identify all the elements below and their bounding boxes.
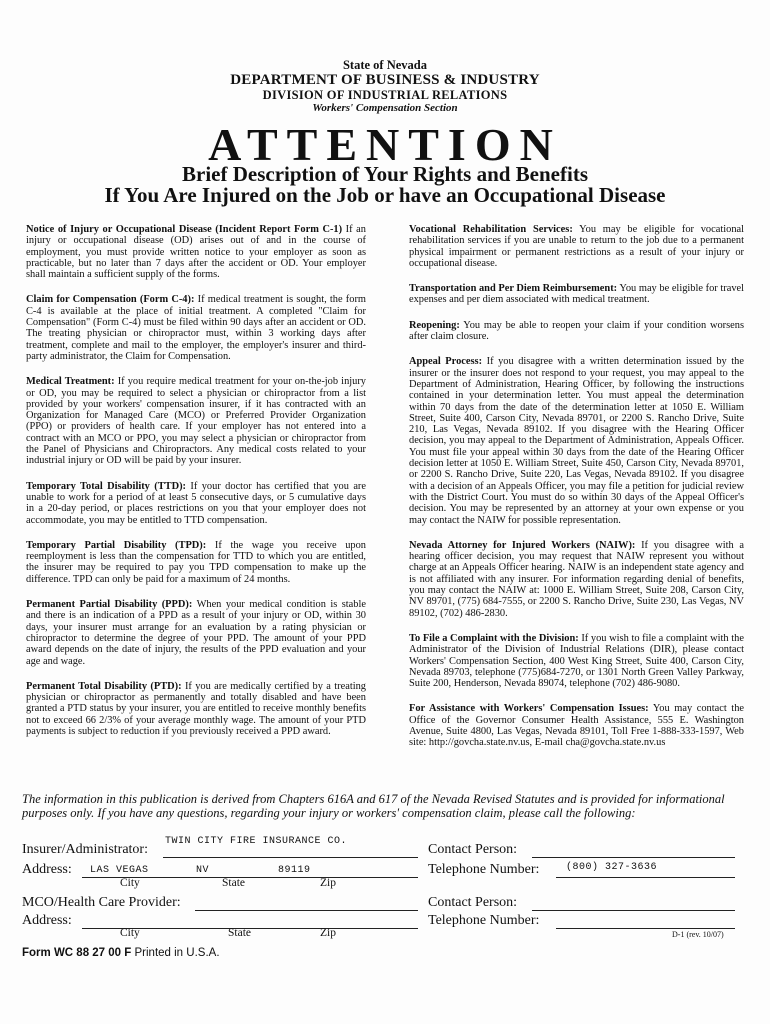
telephone-value: (800) 327-3636	[566, 862, 658, 873]
section-reopening	[409, 320, 744, 343]
section-heading: Permanent Partial Disability (PPD):	[26, 599, 193, 611]
city-label: City	[120, 877, 140, 889]
subtitle-injured: If You Are Injured on the Job or have an Occupational Disease	[104, 183, 666, 207]
section-heading: Temporary Partial Disability (TPD):	[26, 539, 207, 551]
section-heading: Temporary Total Disability (TTD):	[26, 480, 187, 492]
section-body: You may be eligible for vocational rehabilitation services if you are unable to return to the job due to a permanent physical impairment or permanent restrictions as a result of your injury or occupational disease.	[409, 224, 745, 269]
section-heading: Reopening:	[409, 319, 460, 331]
section-heading: Nevada Attorney for Injured Workers (NAIW):	[409, 539, 636, 551]
section-ttd	[26, 481, 366, 526]
revision-label: D-1 (rev. 10/07)	[672, 930, 724, 939]
section-body: If you disagree with a written determination issued by the insurer or the insurer does not respond to your request, you may appeal to the Department of Administration, Hearing Officer, by following the instructions contained in your determination letter. You must appeal the determination within 70 days from the date of the determination letter at 1050 E. William Street, Suite 400, Carson City, Nevada 89701, or 2200 S. Rancho Drive, Suite 210, Las Vegas, Nevada 89102. If you disagree with the Hearing Officer decision, you may appeal to the Department of Administration, Appeals Officer. You must file your appeal within 30 days from the date of the Hearing Officer decision letter at 1050 E. William Street, Suite 450, Carson City, Nevada 89701, or 2200 S. Rancho Drive, Suite 220, Las Vegas, Nevada 89102. If you disagree with a decision of an Appeals Officer, you may file a petition for judicial review with the District Court. You must do so within 30 days of the Appeal Officer's decision. You may be represented by an attorney at your own expense or you may contact the NAIW for possible representation.	[409, 356, 744, 526]
section-heading: Permanent Total Disability (PTD):	[26, 680, 182, 692]
attention-title: ATTENTION	[208, 119, 562, 170]
insurer-line[interactable]	[163, 857, 418, 858]
section-vocational-rehab	[409, 224, 744, 269]
printed-label: Printed in U.S.A.	[134, 947, 220, 959]
address-label: Address:	[22, 862, 72, 877]
insurer-value: TWIN CITY FIRE INSURANCE CO.	[165, 836, 348, 847]
information-footnote: The information in this publication is derived from Chapters 616A and 617 of the Nevada Revised Statutes and is provided for informational purposes only. If you have any questions, regarding your injury or workers' compensation claim, please call the following:	[22, 792, 725, 820]
contact-label: Contact Person:	[428, 842, 518, 857]
state-label: State	[222, 877, 245, 889]
division-heading: DIVISION OF INDUSTRIAL RELATIONS	[262, 88, 508, 102]
section-body: You may be able to reopen your claim if your condition worsens after claim closure.	[409, 319, 745, 343]
telephone2-label: Telephone Number:	[428, 913, 540, 928]
section-body: If you wish to file a complaint with the Administrator of the Division of Industrial Relations (DIR), please contact Workers' Compensation Section, 400 West King Street, Suite 400, Carson City, Nevada 89703, telephone (775)684-7270, or 1301 North Green Valley Parkway, Suite 200, Henderson, Nevada 89074, telephone (702) 486-9080.	[409, 632, 744, 690]
section-heading: Claim for Compensation (Form C-4):	[26, 294, 195, 306]
address-state-value: NV	[196, 865, 210, 876]
section-body: If your doctor has certified that you are unable to work for a period of at least 5 consecutive days, or 5 cumulative days in a 20-day period, or places restrictions on you that your employer does not accommodate, you may be entitled to TTD compensation.	[26, 480, 366, 526]
section-body: When your medical condition is stable and there is an indication of a PPD as a result of your injury or OD, within 30 days, your insurer must arrange for an evaluation by a rating physician or chiropractor to determine the degree of your PPD. The amount of your PPD award depends on the date of injury, the results of the PPD evaluation and your age and wage.	[26, 599, 366, 667]
zip2-label: Zip	[320, 927, 336, 939]
section-heading: Vocational Rehabilitation Services:	[409, 224, 573, 235]
insurer-label: Insurer/Administrator:	[22, 842, 148, 857]
contact2-label: Contact Person:	[428, 895, 518, 910]
section-heading: Medical Treatment:	[26, 376, 115, 388]
section-body: If the wage you receive upon reemployment is less than the compensation for TTD to which you are entitled, the insurer may be required to pay you TPD compensation to make up the difference. TPD can only be paid for a maximum of 24 months.	[26, 539, 366, 585]
right-column	[409, 224, 744, 763]
section-notice-of-injury	[26, 224, 366, 280]
left-column	[26, 224, 366, 751]
section-ppd	[26, 599, 366, 667]
state2-label: State	[228, 927, 251, 939]
section-ptd	[26, 681, 366, 737]
address-city-value: LAS VEGAS	[90, 865, 149, 876]
form-number	[22, 947, 220, 959]
section-body: If you disagree with a hearing officer decision, you may request that NAIW represent you without charge at an Appeals Officer hearing. NAIW is an independent state agency and is not affiliated with any insurer. For information regarding denial of benefits, you may contact the NAIW at: 1000 E. William Street, Suite 208, Carson City, NV 89701, (775) 684-7555, or 2200 S. Rancho Drive, Suite 230, Las Vegas, NV 89102, (702) 486-2830.	[409, 539, 744, 619]
telephone2-line[interactable]	[556, 928, 735, 929]
section-file-complaint	[409, 633, 744, 689]
state-heading: State of Nevada	[342, 58, 427, 72]
telephone-label: Telephone Number:	[428, 862, 540, 877]
section-transportation	[409, 283, 744, 306]
contact2-line[interactable]	[532, 910, 735, 911]
section-heading: Workers' Compensation Section	[312, 102, 458, 114]
section-body: If an injury or occupational disease (OD) arises out of and in the course of employment, you must provide written notice to your employer as soon as practicable, but no later than 7 days after the accident or OD. Your employer shall maintain a sufficient supply of the forms.	[26, 224, 366, 281]
department-heading: DEPARTMENT OF BUSINESS & INDUSTRY	[230, 72, 540, 88]
section-medical-treatment	[26, 376, 366, 466]
section-body: If medical treatment is sought, the form C-4 is available at the place of initial treatment. A completed "Claim for Compensation" (Form C-4) must be filed within 90 days after an accident or OD. The treating physician or chiropractor must, within 3 working days after treatment, complete and mail to the employer, the employer's insurer and third-party administrator, the Claim for Compensation.	[26, 294, 366, 362]
address2-label: Address:	[22, 913, 72, 928]
section-claim-for-compensation	[26, 294, 366, 362]
section-body: You may be eligible for travel expenses and per diem associated with medical treatment.	[409, 283, 745, 306]
section-appeal-process	[409, 356, 744, 525]
contact-line[interactable]	[532, 857, 735, 858]
form-number-code: Form WC 88 27 00 F	[22, 947, 132, 959]
zip-label: Zip	[320, 877, 336, 889]
section-heading: Notice of Injury or Occupational Disease (Incident Report Form C-1)	[26, 224, 343, 235]
section-tpd	[26, 540, 366, 585]
address-zip-value: 89119	[278, 865, 311, 876]
section-naiw	[409, 540, 744, 619]
section-heading: To File a Complaint with the Division:	[409, 632, 579, 644]
section-assistance	[409, 703, 744, 748]
mco-label: MCO/Health Care Provider:	[22, 895, 181, 910]
mco-line[interactable]	[195, 910, 418, 911]
section-body: If you are medically certified by a treating physician or chiropractor as permanently and totally disabled and have been granted a PTD status by your insurer, you are entitled to receive monthly benefits not to exceed 66 2/3% of your average monthly wage. The amount of your PTD payments is subject to reduction if you previously received a PPD award.	[26, 680, 366, 737]
section-body: If you require medical treatment for your on-the-job injury or OD, you may be required to select a physician or chiropractor from a list provided by your workers' compensation insurer, if it has contracted with an Organization for Managed Care (MCO) or Preferred Provider Organization (PPO) or providers of health care. If your employer has not entered into a contract with an MCO or PPO, you may select a physician or chiropractor from the Panel of Physicians and Chiropractors. Any medical costs related to your industrial injury or OD will be paid by your insurer.	[26, 376, 367, 467]
section-heading: For Assistance with Workers' Compensation Issues:	[409, 703, 649, 715]
section-heading: Appeal Process:	[409, 356, 483, 368]
subtitle-rights: Brief Description of Your Rights and Benefits	[182, 162, 588, 186]
telephone-line[interactable]	[556, 877, 735, 878]
section-heading: Transportation and Per Diem Reimbursement:	[409, 283, 618, 295]
city2-label: City	[120, 927, 140, 939]
section-body: You may contact the Office of the Governor Consumer Health Assistance, 555 E. Washington Avenue, Suite 4800, Las Vegas, Nevada 89101, Toll Free 1-888-333-1597, Web site: http://govcha.state.nv.us, E-mail cha@govcha.state.nv.us	[409, 703, 745, 749]
